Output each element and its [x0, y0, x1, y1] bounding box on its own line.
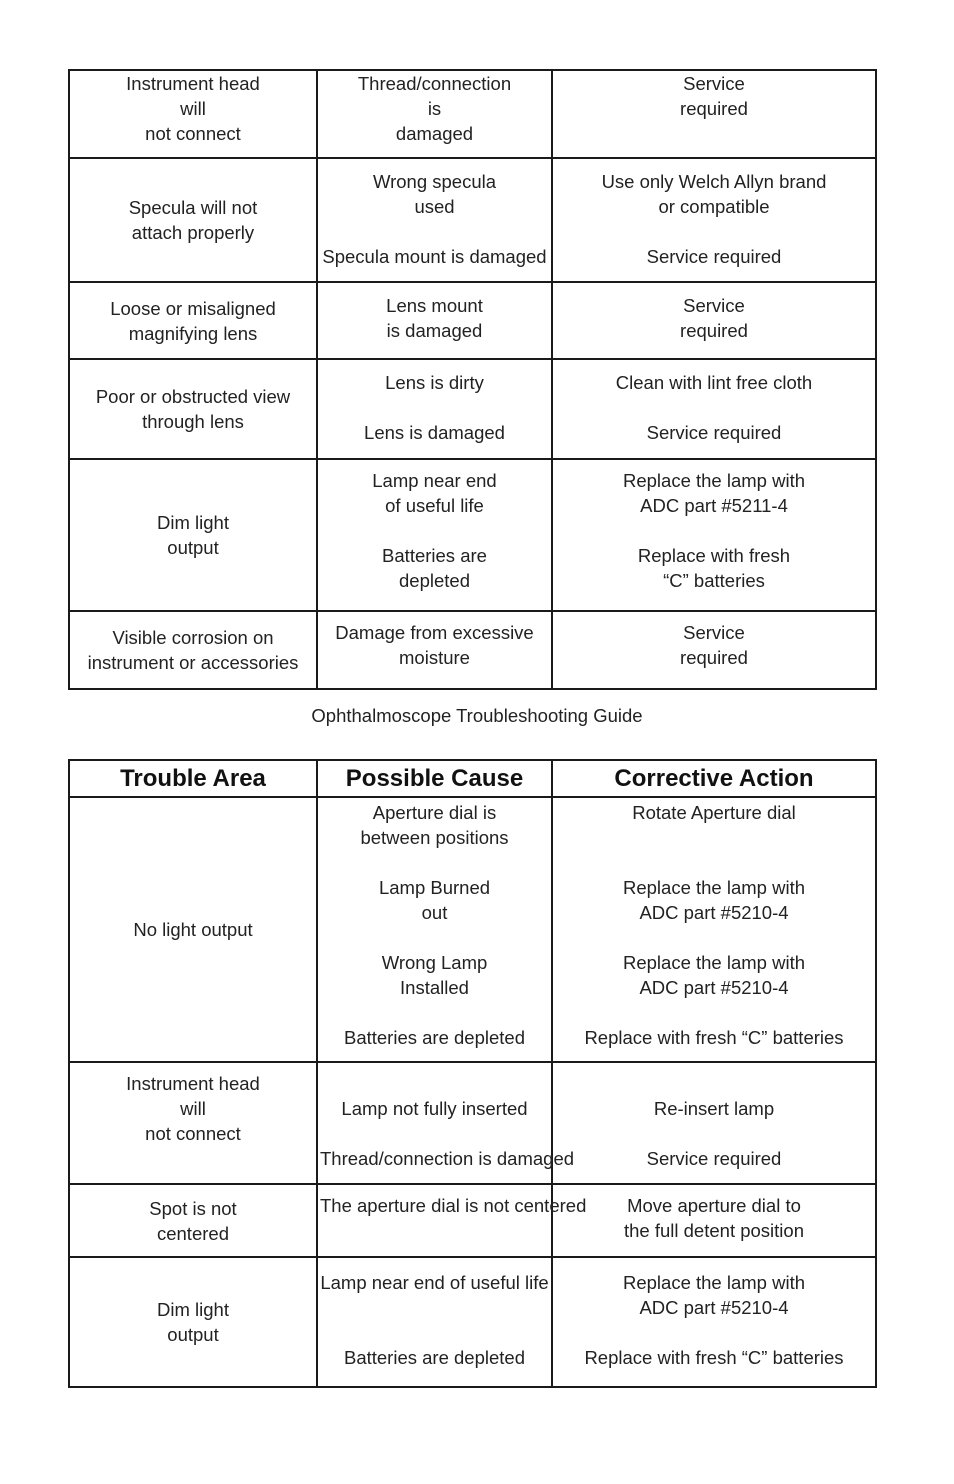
cell-line: Replace the lamp with	[622, 952, 805, 973]
cell-line: Replace with fresh “C” batteries	[584, 1347, 844, 1368]
corrective-action-cell	[553, 360, 875, 458]
cell-line: required	[680, 647, 748, 668]
cell-line: the full detent position	[624, 1220, 804, 1241]
cell-line: Replace the lamp with	[622, 470, 805, 491]
table-row	[70, 1258, 875, 1386]
table-caption: Ophthalmoscope Troubleshooting Guide	[311, 705, 643, 726]
cell-line: Use only Welch Allyn brand	[601, 171, 827, 192]
cell-line: Aperture dial is	[372, 802, 497, 823]
trouble-area-cell: Instrument head will not connect	[70, 71, 318, 157]
corrective-action-cell	[553, 1185, 875, 1256]
possible-cause-cell	[318, 283, 553, 358]
corrective-action-cell	[553, 159, 875, 281]
cell-line: depleted	[399, 570, 470, 591]
cell-line	[555, 1320, 873, 1345]
cell-line: Lens is damaged	[364, 422, 505, 443]
trouble-area-cell: Loose or misaligned magnifying lens	[70, 283, 318, 358]
cell-line	[320, 1121, 549, 1146]
corrective-action-cell	[553, 798, 875, 1061]
column-header: Corrective Action	[614, 764, 814, 792]
possible-cause-cell	[318, 1063, 575, 1183]
cell-line: Move aperture dial to	[627, 1195, 801, 1216]
table-row	[70, 1185, 875, 1258]
possible-cause-cell	[318, 71, 553, 157]
cell-line: Installed	[400, 977, 469, 998]
cell-line: Lamp Burned	[378, 877, 491, 898]
cell-line: Lens is dirty	[385, 372, 484, 393]
corrective-action-cell	[553, 460, 875, 610]
cell-line: Replace with fresh	[637, 545, 791, 566]
cell-line: required	[680, 320, 748, 341]
cell-line	[555, 850, 873, 875]
cell-line: out	[421, 902, 448, 923]
corrective-action-cell	[553, 283, 875, 358]
cell-line: Batteries are	[382, 545, 487, 566]
cell-line: Lamp near end	[372, 470, 497, 491]
cell-line	[555, 1121, 873, 1146]
possible-cause-cell	[318, 159, 553, 281]
ophthalmoscope-troubleshooting-table	[68, 759, 877, 1388]
cell-line: Service	[683, 295, 745, 316]
table-row	[70, 360, 875, 460]
trouble-area-cell: Spot is not centered	[70, 1185, 318, 1256]
cell-line: ADC part #5210-4	[639, 1297, 789, 1318]
cell-line	[320, 1295, 549, 1320]
cell-line	[555, 925, 873, 950]
column-header: Possible Cause	[318, 761, 553, 796]
cell-line	[320, 1000, 549, 1025]
cell-line: Replace the lamp with	[622, 1272, 805, 1293]
cell-line: required	[680, 98, 748, 119]
cell-line	[320, 1320, 549, 1345]
cell-line: ADC part #5210-4	[639, 977, 789, 998]
trouble-area-cell: Dim light output	[70, 460, 318, 610]
possible-cause-cell	[318, 360, 553, 458]
cell-line: Replace the lamp with	[622, 877, 805, 898]
table-row	[70, 71, 875, 159]
cell-line: Lens mount	[386, 295, 483, 316]
cell-line: Service	[683, 73, 745, 94]
cell-line	[555, 1071, 873, 1096]
cell-line: Thread/connection is damaged	[320, 1148, 575, 1169]
possible-cause-cell	[318, 1185, 587, 1256]
table-row	[70, 1063, 875, 1185]
cell-line	[320, 518, 549, 543]
cell-line: Wrong specula	[372, 171, 497, 192]
cell-line: used	[414, 196, 455, 217]
cell-line: Service required	[646, 1148, 782, 1169]
cell-line: of useful life	[385, 495, 484, 516]
possible-cause-cell	[318, 798, 553, 1061]
cell-line: Batteries are depleted	[343, 1347, 525, 1368]
column-header: Trouble Area	[70, 761, 318, 796]
cell-line: or compatible	[658, 196, 770, 217]
troubleshooting-table-continued	[68, 69, 877, 690]
cell-line	[320, 925, 549, 950]
corrective-action-cell	[553, 1258, 875, 1386]
cell-line	[555, 219, 873, 244]
cell-line	[555, 395, 873, 420]
cell-line: The aperture dial is not centered	[320, 1195, 587, 1216]
cell-line: Clean with lint free cloth	[615, 372, 813, 393]
cell-line: Replace with fresh “C” batteries	[584, 1027, 844, 1048]
table-header-row	[70, 761, 875, 798]
possible-cause-cell	[318, 460, 553, 610]
table-row	[70, 159, 875, 283]
cell-line: Service required	[646, 246, 782, 267]
corrective-action-cell	[553, 1063, 875, 1183]
cell-line: moisture	[399, 647, 470, 668]
corrective-action-cell	[553, 612, 875, 688]
table-row	[70, 460, 875, 612]
cell-line: is	[427, 98, 442, 119]
possible-cause-cell	[318, 1258, 553, 1386]
cell-line: Batteries are depleted	[343, 1027, 525, 1048]
cell-line: Rotate Aperture dial	[632, 802, 796, 823]
cell-line	[555, 825, 873, 850]
table-row	[70, 283, 875, 360]
cell-line: Lamp not fully inserted	[341, 1098, 528, 1119]
cell-line: damaged	[395, 123, 474, 144]
table-row	[70, 798, 875, 1063]
table-row	[70, 612, 875, 688]
cell-line	[555, 518, 873, 543]
cell-line: Wrong Lamp	[381, 952, 488, 973]
cell-line	[320, 1071, 549, 1096]
trouble-area-cell: Specula will not attach properly	[70, 159, 318, 281]
cell-line: Re-insert lamp	[653, 1098, 775, 1119]
trouble-area-cell: No light output	[70, 798, 318, 1061]
cell-line: ADC part #5210-4	[639, 902, 789, 923]
trouble-area-cell: Visible corrosion on instrument or accessories	[70, 612, 318, 688]
cell-line: Service required	[646, 422, 782, 443]
cell-line	[555, 1000, 873, 1025]
cell-line	[320, 219, 549, 244]
corrective-action-cell	[553, 71, 875, 157]
trouble-area-cell: Instrument head will not connect	[70, 1063, 318, 1183]
cell-line: “C” batteries	[663, 570, 765, 591]
trouble-area-cell: Poor or obstructed view through lens	[70, 360, 318, 458]
trouble-area-cell: Dim light output	[70, 1258, 318, 1386]
cell-line: between positions	[360, 827, 509, 848]
cell-line: ADC part #5211-4	[640, 495, 788, 516]
cell-line: is damaged	[386, 320, 483, 341]
cell-line: Specula mount is damaged	[322, 246, 547, 267]
cell-line	[320, 850, 549, 875]
possible-cause-cell	[318, 612, 553, 688]
cell-line: Damage from excessive	[335, 622, 534, 643]
cell-line: Service	[683, 622, 745, 643]
cell-line: Thread/connection	[357, 73, 512, 94]
cell-line	[320, 395, 549, 420]
cell-line: Lamp near end of useful life	[320, 1272, 549, 1293]
